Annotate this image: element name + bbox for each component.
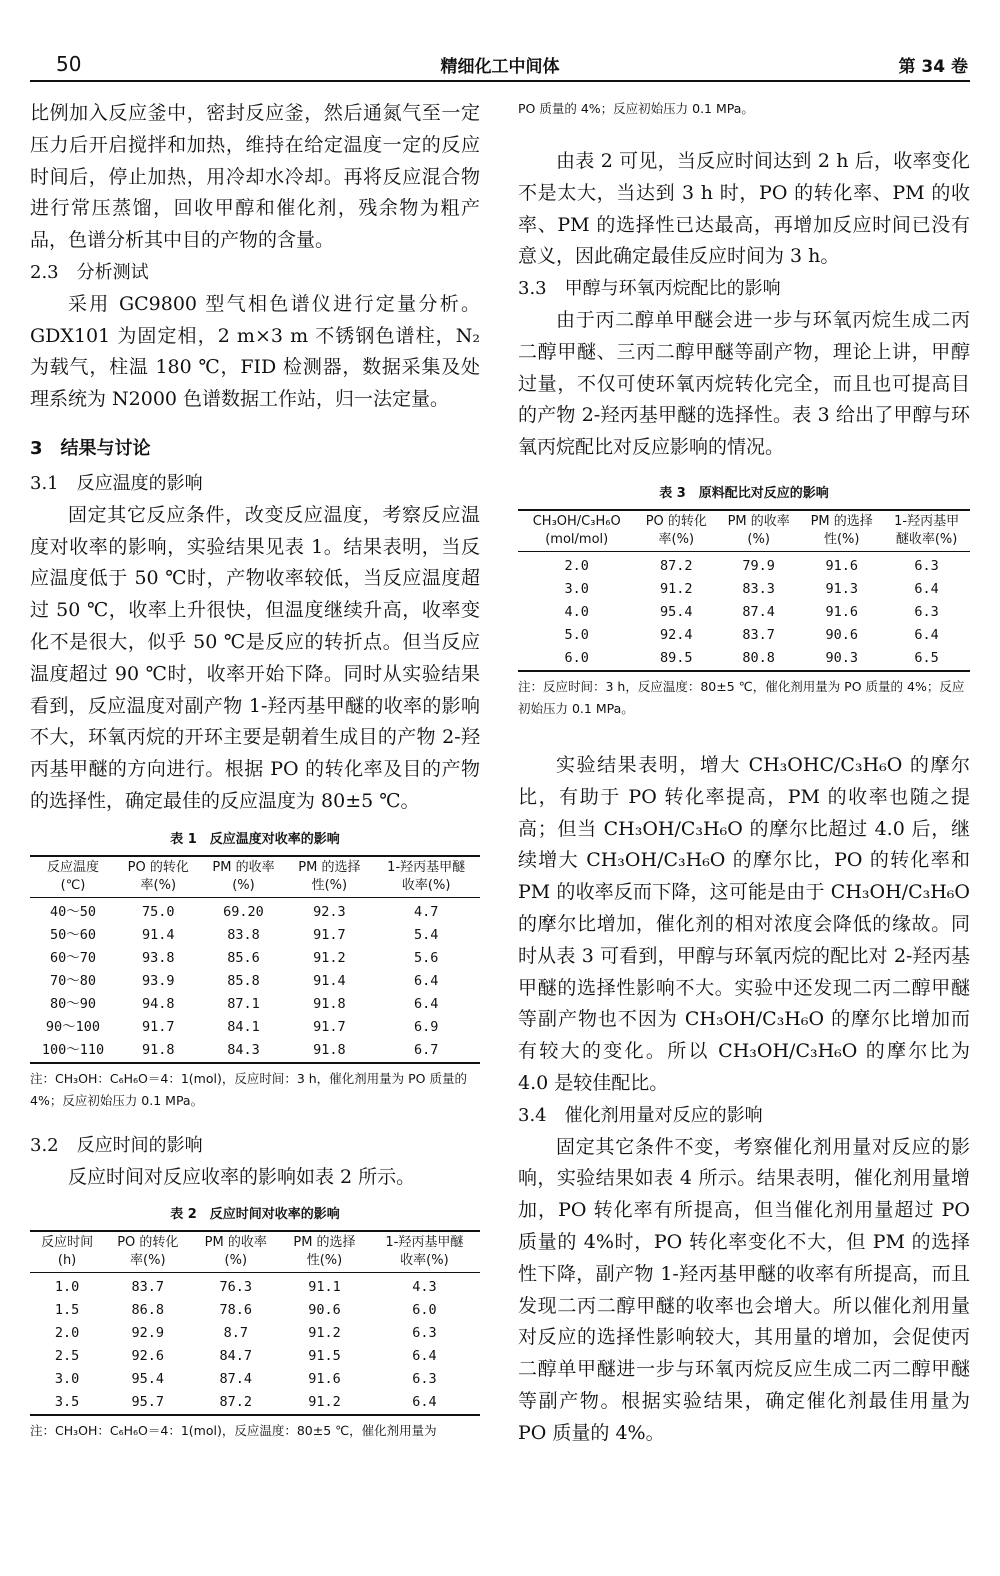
table-cell: 87.2: [660, 557, 693, 574]
table-cell: 78.6: [219, 1302, 253, 1319]
table-cell: 91.2: [660, 580, 693, 597]
table1-unit: 收率(%): [372, 877, 480, 898]
table-cell: 91.2: [313, 949, 346, 966]
paragraph-procedure: 比例加入反应釜中，密封反应釜，然后通氮气至一定压力后开启搅拌和加热，维持在给定温度一定的反应时间后，停止加热，用冷却水冷却。再将反应混合物进行常压蒸馏，回收甲醇和催化剂，残余物为粗产品，色谱分析其中目的产物的含量。: [30, 102, 480, 252]
table2-unit: (%): [191, 1252, 280, 1273]
table-cell: 91.8: [313, 995, 346, 1012]
table-cell: 89.5: [660, 649, 693, 666]
table1-note: 注：CH₃OH：C₆H₆O＝4：1(mol)，反应时间：3 h，催化剂用量为 PO 质量的 4%；反应初始压力 0.1 MPa。: [30, 1070, 467, 1108]
table-cell: 92.3: [313, 903, 346, 920]
heading-3-3: 3.3 甲醇与环氧丙烷配比的影响: [518, 278, 781, 300]
table-cell: 90.6: [308, 1302, 341, 1319]
table-cell: 50～60: [49, 926, 96, 943]
table-cell: 85.6: [227, 949, 260, 966]
page-number: 50: [56, 52, 82, 76]
table2-header: PO 的转化: [117, 1235, 179, 1251]
table-cell: 5.4: [413, 926, 439, 943]
table-row: [518, 601, 970, 624]
paragraph-temperature: 固定其它反应条件，改变反应温度，考察反应温度对收率的影响，实验结果见表 1。结果表明，当反应温度低于 50 ℃时，产物收率较低，当反应温度超过 50 ℃，收率上升很快，但温度继续升高，收率变化不是很大，似乎 50 ℃是反应的转折点。但当反应温度超过 90 ℃时，收率开始下降。同时从实验结果看到，反应温度对副产物 1-羟丙基甲醚的收率的影响不大，环氧丙烷的开环主要是朝着生成目的产物 2-羟丙基甲醚的方向进行。根据 PO 的转化率及目的产物的选择性，确定最佳的反应温度为 80±5 ℃。: [30, 503, 480, 812]
paragraph-ratio-result: 实验结果表明，增大 CH₃OHC/C₃H₆O 的摩尔比，有助于 PO 转化率提高，PM 的收率也随之提高；但当 CH₃OH/C₃H₆O 的摩尔比超过 4.0 后，继续增大 CH₃OH/C₃H₆O 的摩尔比，PO 的转化率和 PM 的收率反而下降，这可能是由于 CH₃OH/C₃H₆O 的摩尔比增加，催化剂的相对浓度会降低的缘故。同时从表 3 可看到，甲醇与环氧丙烷的配比对 2-羟丙基甲醚的选择性影响不大。实验中还发现二丙二醇甲醚等副产物也不因为 CH₃OH/C₃H₆O 的摩尔比增加而有较大的变化。所以 CH₃OH/C₃H₆O 的摩尔比为 4.0 是较佳配比。: [518, 753, 970, 1094]
table-cell: 91.2: [308, 1325, 341, 1342]
table-cell: 91.6: [825, 557, 858, 574]
table-cell: 4.3: [412, 1279, 437, 1296]
table-row: [518, 551, 970, 578]
table-row: [518, 647, 970, 671]
table-cell: 5.6: [413, 949, 439, 966]
table-cell: 60～70: [49, 949, 96, 966]
table-cell: 91.6: [308, 1371, 341, 1388]
journal-title: 精细化工中间体: [440, 57, 560, 77]
table-cell: 2.5: [54, 1348, 80, 1365]
table-cell: 95.7: [131, 1394, 165, 1411]
table-cell: 91.1: [308, 1279, 341, 1296]
table-cell: 3.5: [54, 1394, 80, 1411]
table-cell: 70～80: [49, 972, 96, 989]
table2-header: 1-羟丙基甲醚: [385, 1235, 464, 1251]
table1-header: 1-羟丙基甲醚: [387, 859, 466, 875]
table-cell: 40～50: [49, 903, 96, 920]
table-cell: 87.2: [219, 1394, 253, 1411]
table-cell: 100～110: [41, 1041, 105, 1058]
table1-header: PM 的收率: [212, 859, 275, 875]
table-row: [518, 624, 970, 647]
table-cell: 6.3: [412, 1325, 437, 1342]
table-cell: 2.0: [54, 1325, 80, 1342]
heading-2-3: 2.3 分析测试: [30, 261, 149, 283]
table3-header: PM 的选择: [810, 513, 873, 529]
table-cell: 83.3: [742, 580, 775, 597]
table-cell: 91.4: [142, 926, 175, 943]
table2-header: PM 的选择: [293, 1235, 356, 1251]
table-row: [30, 1345, 480, 1368]
table1-unit: (%): [201, 877, 287, 898]
table-cell: 1.0: [54, 1279, 80, 1296]
table2-unit: 收率(%): [369, 1252, 480, 1273]
table-cell: 91.7: [313, 926, 346, 943]
table-cell: 83.8: [227, 926, 260, 943]
table1: [30, 855, 480, 1064]
table-row: [30, 1039, 480, 1063]
table-row: [518, 578, 970, 601]
paragraph-ratio: 由于丙二醇单甲醚会进一步与环氧丙烷生成二丙二醇甲醚、三丙二醇甲醚等副产物，理论上讲，甲醇过量，不仅可使环氧丙烷转化完全，而且也可提高目的产物 2-羟丙基甲醚的选择性。表 3 给出了甲醇与环氧丙烷配比对反应影响的情况。: [518, 308, 970, 459]
table-cell: 6.4: [413, 972, 439, 989]
table-row: [30, 1391, 480, 1415]
table-cell: 90.6: [825, 626, 858, 643]
table-cell: 6.5: [914, 649, 939, 666]
table1-header: PM 的选择: [298, 859, 361, 875]
table-cell: 93.9: [142, 972, 175, 989]
table-row: [30, 1273, 480, 1300]
table-cell: 95.4: [660, 603, 693, 620]
table-row: [30, 924, 480, 947]
table2-note-continued: PO 质量的 4%；反应初始压力 0.1 MPa。: [518, 101, 754, 116]
table-cell: 1.5: [54, 1302, 80, 1319]
table-row: [30, 897, 480, 924]
volume-label: 第 34 卷: [898, 57, 968, 77]
table2-header: 反应时间: [41, 1235, 94, 1251]
table-cell: 91.7: [313, 1018, 346, 1035]
table2: [30, 1230, 480, 1416]
table-cell: 80.8: [742, 649, 775, 666]
table-cell: 6.0: [412, 1302, 437, 1319]
table-cell: 4.0: [564, 603, 589, 620]
table-row: [30, 993, 480, 1016]
running-header: [30, 50, 970, 82]
table3-header: PM 的收率: [727, 513, 790, 529]
table3-header: 1-羟丙基甲: [894, 513, 960, 529]
table-cell: 87.1: [227, 995, 260, 1012]
table-cell: 6.0: [564, 649, 589, 666]
table-cell: 90.3: [825, 649, 858, 666]
table3-unit: 率(%): [635, 531, 717, 552]
paragraph-analysis: 采用 GC9800 型气相色谱仪进行定量分析。GDX101 为固定相，2 m×3 m 不锈钢色谱柱，N₂ 为载气，柱温 180 ℃，FID 检测器，数据采集及处理系统为 N2000 色谱数据工作站，归一法定量。: [30, 292, 480, 411]
table-cell: 6.4: [914, 626, 939, 643]
table-cell: 84.1: [227, 1018, 260, 1035]
table-cell: 91.2: [308, 1394, 341, 1411]
table-cell: 92.4: [660, 626, 693, 643]
table1-unit: (℃): [30, 877, 116, 898]
table-cell: 85.8: [227, 972, 260, 989]
table-cell: 6.4: [413, 995, 439, 1012]
table-cell: 91.8: [142, 1041, 175, 1058]
table-row: [30, 1322, 480, 1345]
table-cell: 76.3: [219, 1279, 253, 1296]
heading-3-4: 3.4 催化剂用量对反应的影响: [518, 1104, 763, 1126]
table-cell: 84.7: [219, 1348, 253, 1365]
paragraph-catalyst: 固定其它条件不变，考察催化剂用量对反应的影响，实验结果如表 4 所示。结果表明，催化剂用量增加，PO 转化率有所提高，但当催化剂用量超过 PO 质量的 4%时，PO 转化率变化不大，但 PM 的选择性下降，副产物 1-羟丙基甲醚的收率有所提高，而且发现二丙二醇甲醚的收率也会增大。所以催化剂用量对反应的选择性影响较大，其用量的增加，会促使丙二醇单甲醚进一步与环氧丙烷反应生成二丙二醇甲醚等副产物。根据实验结果，确定催化剂最佳用量为 PO 质量的 4%。: [518, 1135, 970, 1444]
table1-header: 反应温度: [46, 859, 99, 875]
table-cell: 92.6: [131, 1348, 165, 1365]
table-cell: 91.3: [825, 580, 858, 597]
table-cell: 75.0: [142, 903, 175, 920]
table3-header: PO 的转化: [645, 513, 707, 529]
table-cell: 3.0: [54, 1371, 80, 1388]
table-row: [30, 1016, 480, 1039]
table-cell: 5.0: [564, 626, 589, 643]
table2-unit: 性(%): [280, 1252, 369, 1273]
table1-unit: 率(%): [116, 877, 201, 898]
table-cell: 79.9: [742, 557, 775, 574]
table-cell: 6.3: [914, 603, 939, 620]
table-row: [30, 947, 480, 970]
table-cell: 2.0: [564, 557, 589, 574]
right-column: [518, 98, 970, 1450]
table-cell: 91.8: [313, 1041, 346, 1058]
table-cell: 6.7: [413, 1041, 439, 1058]
table3-unit: 性(%): [800, 531, 883, 552]
table-cell: 80～90: [49, 995, 96, 1012]
table-cell: 93.8: [142, 949, 175, 966]
table-cell: 86.8: [131, 1302, 165, 1319]
table1-header: PO 的转化: [127, 859, 189, 875]
table1-caption: 表 1 反应温度对收率的影响: [170, 831, 340, 847]
table-cell: 69.20: [223, 903, 264, 920]
paragraph-time-result: 由表 2 可见，当反应时间达到 2 h 后，收率变化不是太大，当达到 3 h 时，PO 的转化率、PM 的收率、PM 的选择性已达最高，再增加反应时间已没有意义，因此确定最佳反应时间为 3 h。: [518, 150, 970, 268]
table-row: [30, 1368, 480, 1391]
table-cell: 91.5: [308, 1348, 341, 1365]
table2-caption: 表 2 反应时间对收率的影响: [170, 1207, 340, 1223]
table-cell: 87.4: [219, 1371, 253, 1388]
table3-unit: (mol/mol): [518, 531, 635, 552]
table-cell: 6.9: [413, 1018, 439, 1035]
table-row: [30, 1299, 480, 1322]
table3-header: CH₃OH/C₃H₆O: [532, 513, 621, 529]
table-cell: 91.7: [142, 1018, 175, 1035]
table-cell: 83.7: [131, 1279, 165, 1296]
table-cell: 6.4: [412, 1394, 437, 1411]
table2-header: PM 的收率: [204, 1235, 267, 1251]
table-cell: 83.7: [742, 626, 775, 643]
heading-3: 3 结果与讨论: [30, 437, 151, 459]
table-cell: 6.4: [412, 1348, 437, 1365]
table3-caption: 表 3 原料配比对反应的影响: [659, 485, 829, 501]
table-cell: 95.4: [131, 1371, 165, 1388]
table-cell: 92.9: [131, 1325, 165, 1342]
table-cell: 6.3: [412, 1371, 437, 1388]
table3-unit: 醚收率(%): [883, 531, 970, 552]
left-column: [30, 98, 480, 1442]
table2-note: 注：CH₃OH：C₆H₆O＝4：1(mol)，反应温度：80±5 ℃，催化剂用量为: [30, 1423, 437, 1439]
table-row: [30, 970, 480, 993]
table-cell: 8.7: [223, 1325, 248, 1342]
table-cell: 91.4: [313, 972, 346, 989]
table-cell: 90～100: [45, 1018, 101, 1035]
table-cell: 6.4: [914, 580, 939, 597]
table1-unit: 性(%): [286, 877, 372, 898]
table-cell: 6.3: [914, 557, 939, 574]
paragraph-time: 反应时间对反应收率的影响如表 2 所示。: [68, 1165, 416, 1188]
table-cell: 4.7: [413, 903, 439, 920]
heading-3-2: 3.2 反应时间的影响: [30, 1134, 203, 1156]
heading-3-1: 3.1 反应温度的影响: [30, 472, 203, 494]
table3-unit: (%): [717, 531, 800, 552]
table-cell: 84.3: [227, 1041, 260, 1058]
table-cell: 87.4: [742, 603, 775, 620]
table-cell: 94.8: [142, 995, 175, 1012]
table3-note: 注：反应时间：3 h，反应温度：80±5 ℃，催化剂用量为 PO 质量的 4%；反应初始压力 0.1 MPa。: [518, 678, 965, 716]
table-cell: 91.6: [825, 603, 858, 620]
table2-unit: (h): [30, 1252, 104, 1273]
table3: [518, 509, 970, 672]
table2-unit: 率(%): [104, 1252, 191, 1273]
table-cell: 3.0: [564, 580, 589, 597]
